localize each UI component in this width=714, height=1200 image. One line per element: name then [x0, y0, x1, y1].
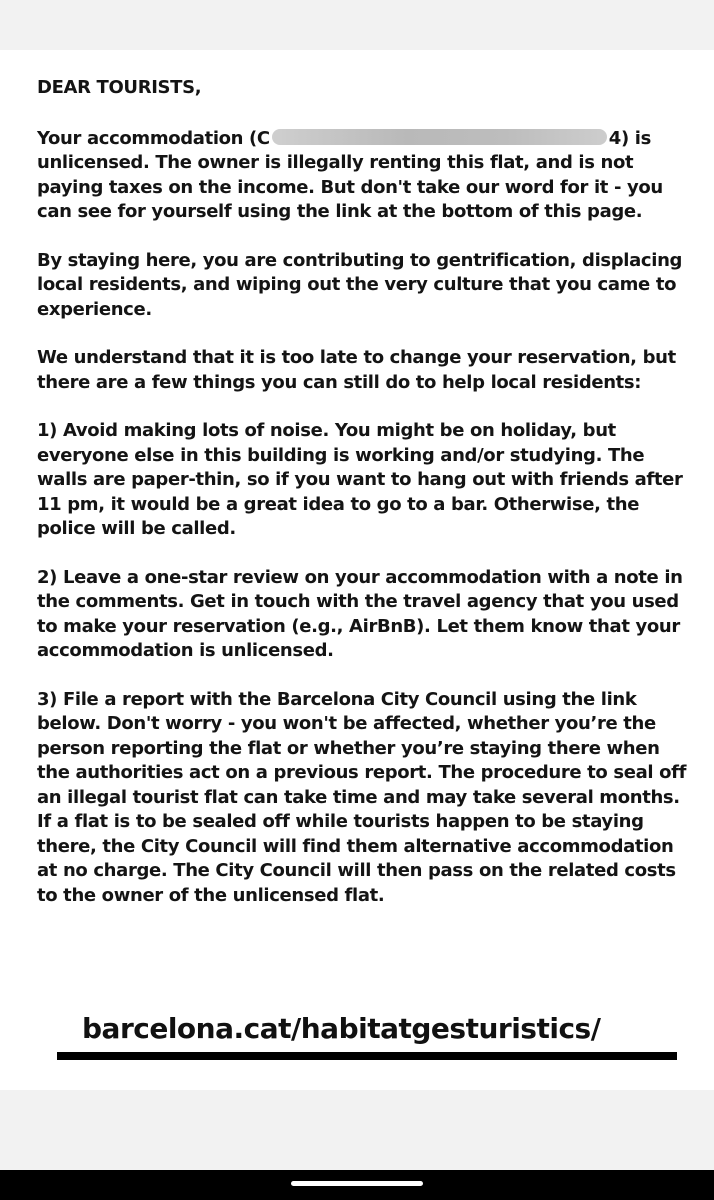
notice-page — [0, 50, 714, 1090]
paragraph-intro-actions: We understand that it is too late to change your reservation, but there are a few things you can still do to help local residents: — [37, 347, 676, 393]
paragraph-unlicensed-start: Your accommodation (C — [37, 127, 270, 149]
notice-greeting: DEAR TOURISTS, — [37, 77, 202, 98]
home-indicator[interactable] — [291, 1181, 423, 1186]
action-item-noise: 1) Avoid making lots of noise. You might be on holiday, but everyone else in this building is working and/or studying. The walls are paper-thin, so if you want to hang out with friends after 11 pm, it would be a great idea to go to a bar. Otherwise, the police will be called. — [37, 420, 683, 539]
system-navigation-bar — [0, 1170, 714, 1200]
paragraph-unlicensed-end: 4) is unlicensed. The owner is illegally renting this flat, and is not paying taxes on the income. But don't take our word for it - you can see for yourself using the link at the bottom of this page. — [37, 127, 663, 222]
link-underline — [57, 1052, 677, 1060]
action-item-review: 2) Leave a one-star review on your accommodation with a note in the comments. Get in touch with the travel agency that you used to make your reservation (e.g., AirBnB). Let them know that your accommodation is unlicensed. — [37, 566, 683, 661]
paragraph-gentrification: By staying here, you are contributing to gentrification, displacing local residents, and wiping out the very culture that you came to experience. — [37, 249, 683, 320]
redacted-address — [272, 129, 607, 145]
paragraph-unlicensed — [37, 127, 689, 225]
notice-body — [37, 76, 689, 932]
bottom-margin-band — [0, 1090, 714, 1170]
top-margin-band — [0, 0, 714, 50]
council-link[interactable]: barcelona.cat/habitatgesturistics/ — [82, 1012, 601, 1045]
action-item-report: 3) File a report with the Barcelona City Council using the link below. Don't worry - you won't be affected, whether you’re the person reporting the flat or whether you’re staying there when the authorities act on a previous report. The procedure to seal off an illegal tourist flat can take time and may take several months. If a flat is to be sealed off while tourists happen to be staying there, the City Council will find them alternative accommodation at no charge. The City Council will then pass on the related costs to the owner of the unlicensed flat. — [37, 688, 687, 906]
